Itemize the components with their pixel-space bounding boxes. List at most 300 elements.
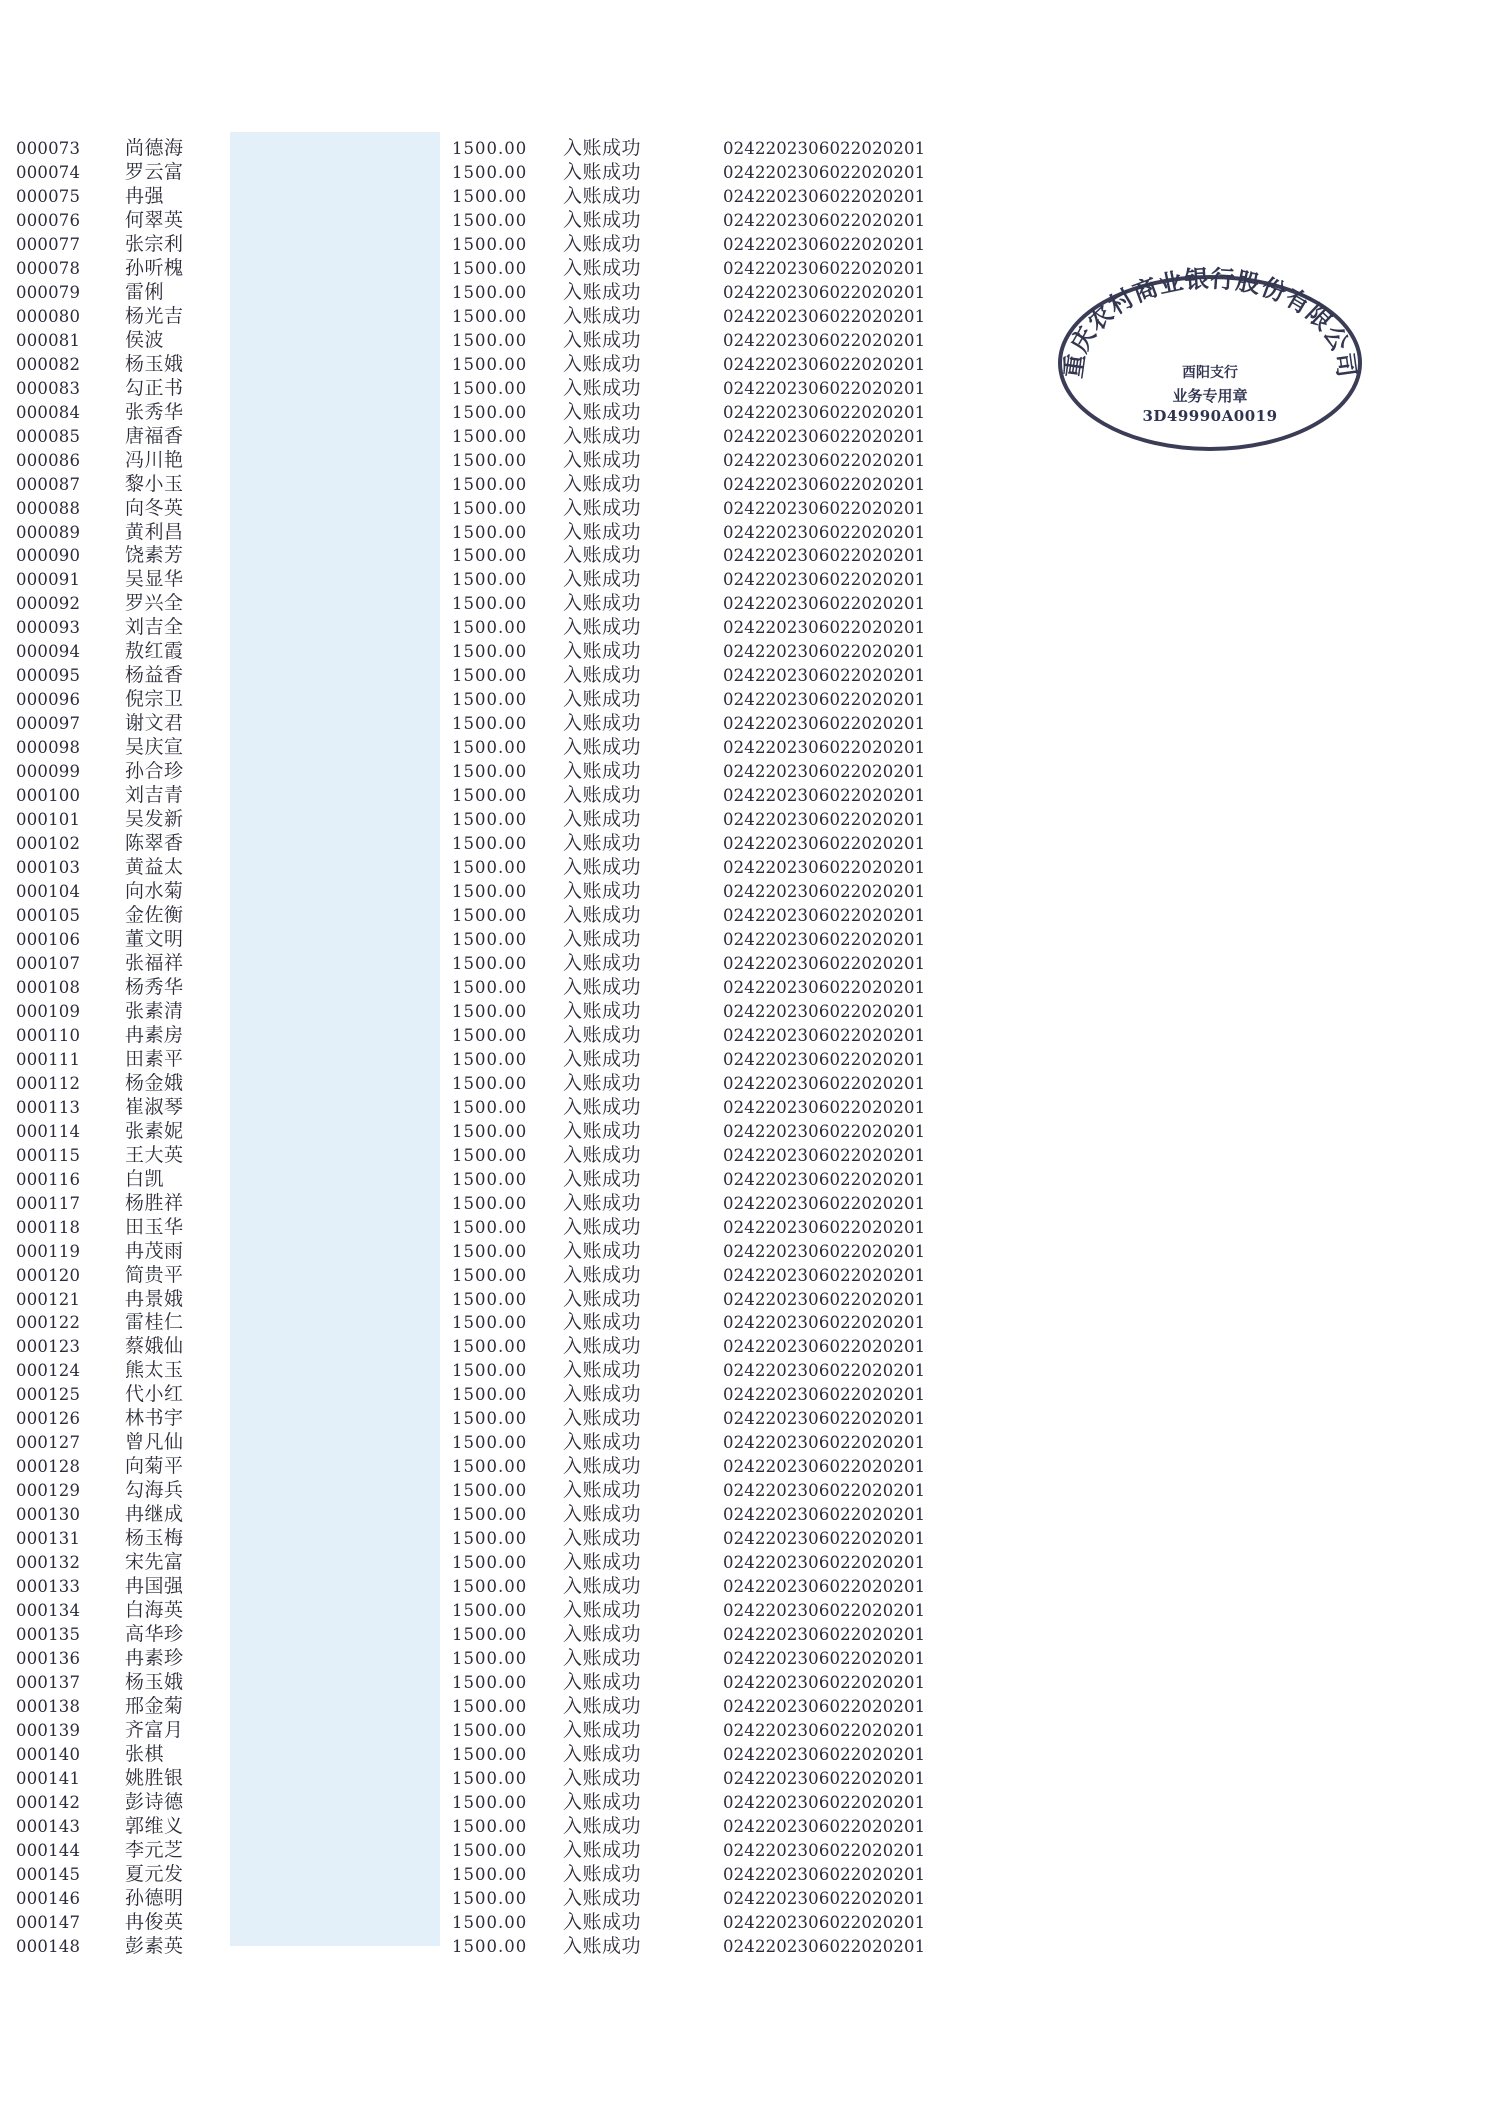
reference-number: 0242202306022020201 [723, 1816, 926, 1836]
amount: 1500.00 [452, 882, 528, 902]
payee-name: 吴发新 [125, 808, 184, 831]
amount: 1500.00 [452, 1361, 528, 1381]
amount: 1500.00 [452, 1145, 528, 1165]
table-row [0, 1407, 1000, 1431]
table-row [0, 1575, 1000, 1599]
amount: 1500.00 [452, 1720, 528, 1740]
amount: 1500.00 [452, 1577, 528, 1597]
payee-name: 田素平 [125, 1047, 184, 1070]
amount: 1500.00 [452, 1864, 528, 1884]
status: 入账成功 [563, 1671, 642, 1693]
payee-name: 雷桂仁 [125, 1311, 184, 1334]
amount: 1500.00 [452, 1792, 528, 1812]
payee-name: 黎小玉 [125, 472, 184, 495]
table-row [0, 1168, 1000, 1192]
table-row [0, 784, 1000, 808]
payee-name: 金佐衡 [125, 904, 184, 926]
table-row [0, 1383, 1000, 1407]
row-number: 000120 [16, 1265, 81, 1285]
table-row [0, 473, 1000, 497]
reference-number: 0242202306022020201 [723, 450, 926, 470]
amount: 1500.00 [452, 1744, 528, 1764]
reference-number: 0242202306022020201 [723, 1696, 926, 1716]
status: 入账成功 [563, 352, 642, 375]
amount: 1500.00 [452, 1025, 528, 1045]
status: 入账成功 [563, 256, 642, 279]
reference-number: 0242202306022020201 [723, 1361, 926, 1381]
status: 入账成功 [563, 1383, 642, 1406]
amount: 1500.00 [452, 139, 528, 158]
table-row [0, 1551, 1000, 1575]
payee-name: 彭素英 [125, 1934, 184, 1957]
payee-name: 董文明 [125, 927, 184, 950]
payee-name: 简贵平 [125, 1263, 184, 1286]
amount: 1500.00 [452, 906, 528, 925]
status: 入账成功 [563, 1718, 642, 1741]
row-number: 000135 [16, 1625, 81, 1645]
table-row [0, 353, 1000, 377]
amount: 1500.00 [452, 1217, 528, 1237]
reference-number: 0242202306022020201 [723, 1768, 926, 1788]
amount: 1500.00 [452, 690, 528, 710]
amount: 1500.00 [452, 1193, 528, 1213]
amount: 1500.00 [452, 1049, 528, 1069]
payee-name: 孙听槐 [125, 256, 184, 279]
row-number: 000086 [16, 450, 81, 470]
row-number: 000124 [16, 1361, 81, 1381]
row-number: 000123 [16, 1337, 81, 1357]
payee-name: 冉景娥 [125, 1287, 184, 1310]
payee-name: 白凯 [125, 1167, 165, 1190]
amount: 1500.00 [452, 306, 528, 326]
reference-number: 0242202306022020201 [723, 1385, 926, 1405]
amount: 1500.00 [452, 258, 528, 278]
row-number: 000079 [16, 282, 81, 302]
amount: 1500.00 [452, 642, 528, 662]
row-number: 000116 [16, 1169, 81, 1189]
table-row [0, 1719, 1000, 1743]
row-number: 000111 [16, 1049, 81, 1069]
status: 入账成功 [563, 1551, 642, 1574]
row-number: 000087 [16, 474, 81, 494]
payee-name: 倪宗卫 [125, 688, 184, 711]
table-row [0, 592, 1000, 616]
payee-name: 罗云富 [125, 160, 184, 183]
row-number: 000093 [16, 618, 81, 638]
payee-name: 熊太玉 [125, 1359, 184, 1382]
reference-number: 0242202306022020201 [723, 714, 926, 734]
table-row [0, 401, 1000, 425]
reference-number: 0242202306022020201 [723, 690, 926, 710]
table-row [0, 1431, 1000, 1455]
amount: 1500.00 [452, 1553, 528, 1573]
reference-number: 0242202306022020201 [723, 474, 926, 494]
reference-number: 0242202306022020201 [723, 306, 926, 326]
table-row [0, 1815, 1000, 1839]
status: 入账成功 [563, 1431, 642, 1454]
row-number: 000109 [16, 1001, 81, 1021]
table-row [0, 137, 1000, 161]
reference-number: 0242202306022020201 [723, 1481, 926, 1501]
status: 入账成功 [563, 1455, 642, 1478]
amount: 1500.00 [452, 786, 528, 806]
reference-number: 0242202306022020201 [723, 666, 926, 686]
payee-name: 张宗利 [125, 232, 184, 255]
status: 入账成功 [563, 1191, 642, 1214]
payee-name: 杨胜祥 [125, 1191, 184, 1214]
payee-name: 冯川艳 [125, 448, 184, 471]
payee-name: 杨金娥 [125, 1071, 184, 1094]
reference-number: 0242202306022020201 [723, 1744, 926, 1764]
status: 入账成功 [563, 951, 642, 974]
bank-seal [1050, 255, 1370, 455]
table-row [0, 760, 1000, 784]
status: 入账成功 [563, 1239, 642, 1262]
reference-number: 0242202306022020201 [723, 162, 926, 182]
reference-number: 0242202306022020201 [723, 1553, 926, 1573]
reference-number: 0242202306022020201 [723, 1673, 926, 1692]
status: 入账成功 [563, 496, 642, 519]
payee-name: 邢金菊 [125, 1694, 184, 1717]
status: 入账成功 [563, 1215, 642, 1238]
row-number: 000091 [16, 570, 81, 590]
payee-name: 侯波 [125, 328, 165, 351]
reference-number: 0242202306022020201 [723, 1936, 926, 1956]
table-row [0, 1096, 1000, 1120]
row-number: 000119 [16, 1241, 81, 1261]
status: 入账成功 [563, 880, 642, 903]
table-row [0, 1192, 1000, 1216]
payee-name: 唐福香 [125, 424, 184, 447]
reference-number: 0242202306022020201 [723, 762, 926, 782]
table-row [0, 425, 1000, 449]
reference-number: 0242202306022020201 [723, 1121, 926, 1141]
reference-number: 0242202306022020201 [723, 1601, 926, 1621]
payee-name: 代小红 [125, 1383, 184, 1406]
amount: 1500.00 [452, 1696, 528, 1716]
status: 入账成功 [563, 232, 642, 255]
table-row [0, 568, 1000, 592]
status: 入账成功 [563, 784, 642, 807]
payee-name: 冉国强 [125, 1575, 184, 1598]
row-number: 000125 [16, 1385, 81, 1405]
amount: 1500.00 [452, 1313, 528, 1333]
reference-number: 0242202306022020201 [723, 906, 926, 925]
status: 入账成功 [563, 1335, 642, 1358]
status: 入账成功 [563, 1167, 642, 1190]
status: 入账成功 [563, 472, 642, 495]
reference-number: 0242202306022020201 [723, 570, 926, 590]
status: 入账成功 [563, 1479, 642, 1502]
status: 入账成功 [563, 400, 642, 423]
reference-number: 0242202306022020201 [723, 1433, 926, 1453]
status: 入账成功 [563, 1790, 642, 1813]
status: 入账成功 [563, 1694, 642, 1717]
row-number: 000110 [16, 1025, 81, 1045]
status: 入账成功 [563, 1814, 642, 1837]
seal-outline [1050, 255, 1370, 455]
row-number: 000131 [16, 1529, 81, 1549]
row-number: 000077 [16, 234, 81, 254]
payee-name: 杨光吉 [125, 304, 184, 327]
table-row [0, 1863, 1000, 1887]
reference-number: 0242202306022020201 [723, 1217, 926, 1237]
status: 入账成功 [563, 640, 642, 663]
status: 入账成功 [563, 1143, 642, 1166]
row-number: 000142 [16, 1792, 81, 1812]
amount: 1500.00 [452, 666, 528, 686]
status: 入账成功 [563, 712, 642, 735]
status: 入账成功 [563, 1934, 642, 1957]
table-row [0, 1527, 1000, 1551]
payee-name: 勾正书 [125, 376, 184, 399]
payee-name: 冉俊英 [125, 1910, 184, 1933]
row-number: 000147 [16, 1912, 81, 1932]
table-row [0, 736, 1000, 760]
table-row [0, 1743, 1000, 1767]
payee-name: 刘吉全 [125, 616, 184, 639]
row-number: 000095 [16, 666, 81, 686]
amount: 1500.00 [452, 282, 528, 302]
amount: 1500.00 [452, 762, 528, 782]
status: 入账成功 [563, 1862, 642, 1885]
amount: 1500.00 [452, 1169, 528, 1189]
table-row [0, 521, 1000, 545]
payee-name: 蔡娥仙 [125, 1335, 184, 1358]
row-number: 000108 [16, 977, 81, 997]
table-row [0, 1288, 1000, 1312]
reference-number: 0242202306022020201 [723, 953, 926, 973]
payee-name: 向冬英 [125, 496, 184, 519]
row-number: 000143 [16, 1816, 81, 1836]
table-row [0, 1695, 1000, 1719]
amount: 1500.00 [452, 1912, 528, 1932]
reference-number: 0242202306022020201 [723, 1241, 926, 1261]
status: 入账成功 [563, 760, 642, 783]
status: 入账成功 [563, 1095, 642, 1118]
reference-number: 0242202306022020201 [723, 378, 926, 398]
table-row [0, 1000, 1000, 1024]
row-number: 000141 [16, 1768, 81, 1788]
row-number: 000137 [16, 1673, 81, 1692]
status: 入账成功 [563, 1599, 642, 1622]
amount: 1500.00 [452, 1433, 528, 1453]
reference-number: 0242202306022020201 [723, 1289, 926, 1309]
table-row [0, 1240, 1000, 1264]
table-row [0, 928, 1000, 952]
table-row [0, 1359, 1000, 1383]
row-number: 000078 [16, 258, 81, 278]
status: 入账成功 [563, 832, 642, 855]
row-number: 000139 [16, 1720, 81, 1740]
table-row [0, 856, 1000, 880]
row-number: 000144 [16, 1840, 81, 1860]
table-row [0, 185, 1000, 209]
reference-number: 0242202306022020201 [723, 234, 926, 254]
row-number: 000092 [16, 594, 81, 614]
row-number: 000112 [16, 1073, 81, 1093]
payee-name: 杨玉娥 [125, 352, 184, 375]
table-row [0, 1048, 1000, 1072]
status: 入账成功 [563, 1838, 642, 1861]
seal-purpose: 业务专用章 [1172, 387, 1248, 405]
row-number: 000106 [16, 929, 81, 949]
table-row [0, 1311, 1000, 1335]
payee-name: 吴庆宣 [125, 736, 184, 759]
status: 入账成功 [563, 1742, 642, 1765]
reference-number: 0242202306022020201 [723, 1337, 926, 1357]
amount: 1500.00 [452, 714, 528, 734]
amount: 1500.00 [452, 402, 528, 422]
status: 入账成功 [563, 208, 642, 231]
table-row [0, 1647, 1000, 1671]
status: 入账成功 [563, 904, 642, 926]
amount: 1500.00 [452, 1649, 528, 1669]
amount: 1500.00 [452, 834, 528, 854]
status: 入账成功 [563, 1886, 642, 1909]
payee-name: 陈翠香 [125, 832, 184, 855]
amount: 1500.00 [452, 450, 528, 470]
row-number: 000088 [16, 498, 81, 518]
status: 入账成功 [563, 304, 642, 327]
payee-name: 尚德海 [125, 137, 184, 159]
payee-name: 向水菊 [125, 880, 184, 903]
table-row [0, 305, 1000, 329]
reference-number: 0242202306022020201 [723, 1049, 926, 1069]
reference-number: 0242202306022020201 [723, 618, 926, 638]
row-number: 000107 [16, 953, 81, 973]
status: 入账成功 [563, 1263, 642, 1286]
payee-name: 高华珍 [125, 1623, 184, 1646]
status: 入账成功 [563, 160, 642, 183]
row-number: 000100 [16, 786, 81, 806]
amount: 1500.00 [452, 330, 528, 350]
status: 入账成功 [563, 856, 642, 879]
payee-name: 姚胜银 [125, 1766, 184, 1789]
status: 入账成功 [563, 1647, 642, 1670]
row-number: 000130 [16, 1505, 81, 1525]
payee-name: 吴显华 [125, 568, 184, 591]
status: 入账成功 [563, 808, 642, 831]
payee-name: 林书宇 [125, 1407, 184, 1430]
row-number: 000140 [16, 1744, 81, 1764]
row-number: 000117 [16, 1193, 81, 1213]
status: 入账成功 [563, 1407, 642, 1430]
row-number: 000113 [16, 1097, 81, 1117]
status: 入账成功 [563, 688, 642, 711]
reference-number: 0242202306022020201 [723, 1577, 926, 1597]
table-row [0, 616, 1000, 640]
row-number: 000081 [16, 330, 81, 350]
payee-name: 张秀华 [125, 400, 184, 423]
row-number: 000121 [16, 1289, 81, 1309]
payee-name: 黄益太 [125, 856, 184, 879]
table-row [0, 904, 1000, 928]
reference-number: 0242202306022020201 [723, 1888, 926, 1908]
reference-number: 0242202306022020201 [723, 1409, 926, 1429]
amount: 1500.00 [452, 1337, 528, 1357]
payee-name: 张福祥 [125, 951, 184, 974]
status: 入账成功 [563, 1575, 642, 1598]
amount: 1500.00 [452, 162, 528, 182]
amount: 1500.00 [452, 1888, 528, 1908]
reference-number: 0242202306022020201 [723, 498, 926, 518]
status: 入账成功 [563, 424, 642, 447]
row-number: 000080 [16, 306, 81, 326]
payee-name: 曾凡仙 [125, 1431, 184, 1454]
table-row [0, 233, 1000, 257]
payee-name: 张素妮 [125, 1119, 184, 1142]
status: 入账成功 [563, 568, 642, 591]
reference-number: 0242202306022020201 [723, 1193, 926, 1213]
reference-number: 0242202306022020201 [723, 1097, 926, 1117]
row-number: 000101 [16, 810, 81, 830]
row-number: 000129 [16, 1481, 81, 1501]
row-number: 000136 [16, 1649, 81, 1669]
table-row [0, 1216, 1000, 1240]
amount: 1500.00 [452, 234, 528, 254]
row-number: 000145 [16, 1864, 81, 1884]
status: 入账成功 [563, 975, 642, 998]
payee-name: 雷俐 [125, 280, 165, 303]
row-number: 000083 [16, 378, 81, 398]
reference-number: 0242202306022020201 [723, 546, 926, 566]
row-number: 000089 [16, 522, 81, 542]
amount: 1500.00 [452, 210, 528, 230]
reference-number: 0242202306022020201 [723, 738, 926, 758]
amount: 1500.00 [452, 810, 528, 830]
table-row [0, 808, 1000, 832]
status: 入账成功 [563, 1766, 642, 1789]
amount: 1500.00 [452, 1840, 528, 1860]
payee-name: 夏元发 [125, 1862, 184, 1885]
amount: 1500.00 [452, 977, 528, 997]
payee-name: 崔淑琴 [125, 1095, 184, 1118]
row-number: 000114 [16, 1121, 81, 1141]
reference-number: 0242202306022020201 [723, 977, 926, 997]
payee-name: 白海英 [125, 1599, 184, 1622]
row-number: 000096 [16, 690, 81, 710]
status: 入账成功 [563, 448, 642, 471]
status: 入账成功 [563, 1503, 642, 1526]
row-number: 000076 [16, 210, 81, 230]
payee-name: 饶素芳 [125, 544, 184, 567]
table-row [0, 1767, 1000, 1791]
status: 入账成功 [563, 137, 642, 159]
amount: 1500.00 [452, 570, 528, 590]
row-number: 000074 [16, 162, 81, 182]
status: 入账成功 [563, 736, 642, 759]
payee-name: 郭维义 [125, 1814, 184, 1837]
amount: 1500.00 [452, 1936, 528, 1956]
table-row [0, 1791, 1000, 1815]
reference-number: 0242202306022020201 [723, 522, 926, 542]
payee-name: 张素清 [125, 999, 184, 1022]
amount: 1500.00 [452, 953, 528, 973]
reference-number: 0242202306022020201 [723, 354, 926, 374]
table-row [0, 449, 1000, 473]
row-number: 000134 [16, 1601, 81, 1621]
row-number: 000104 [16, 882, 81, 902]
table-row [0, 1623, 1000, 1647]
status: 入账成功 [563, 1023, 642, 1046]
table-row [0, 1503, 1000, 1527]
payee-name: 宋先富 [125, 1551, 184, 1574]
payee-name: 何翠英 [125, 208, 184, 231]
reference-number: 0242202306022020201 [723, 1457, 926, 1477]
reference-number: 0242202306022020201 [723, 1720, 926, 1740]
table-row [0, 832, 1000, 856]
